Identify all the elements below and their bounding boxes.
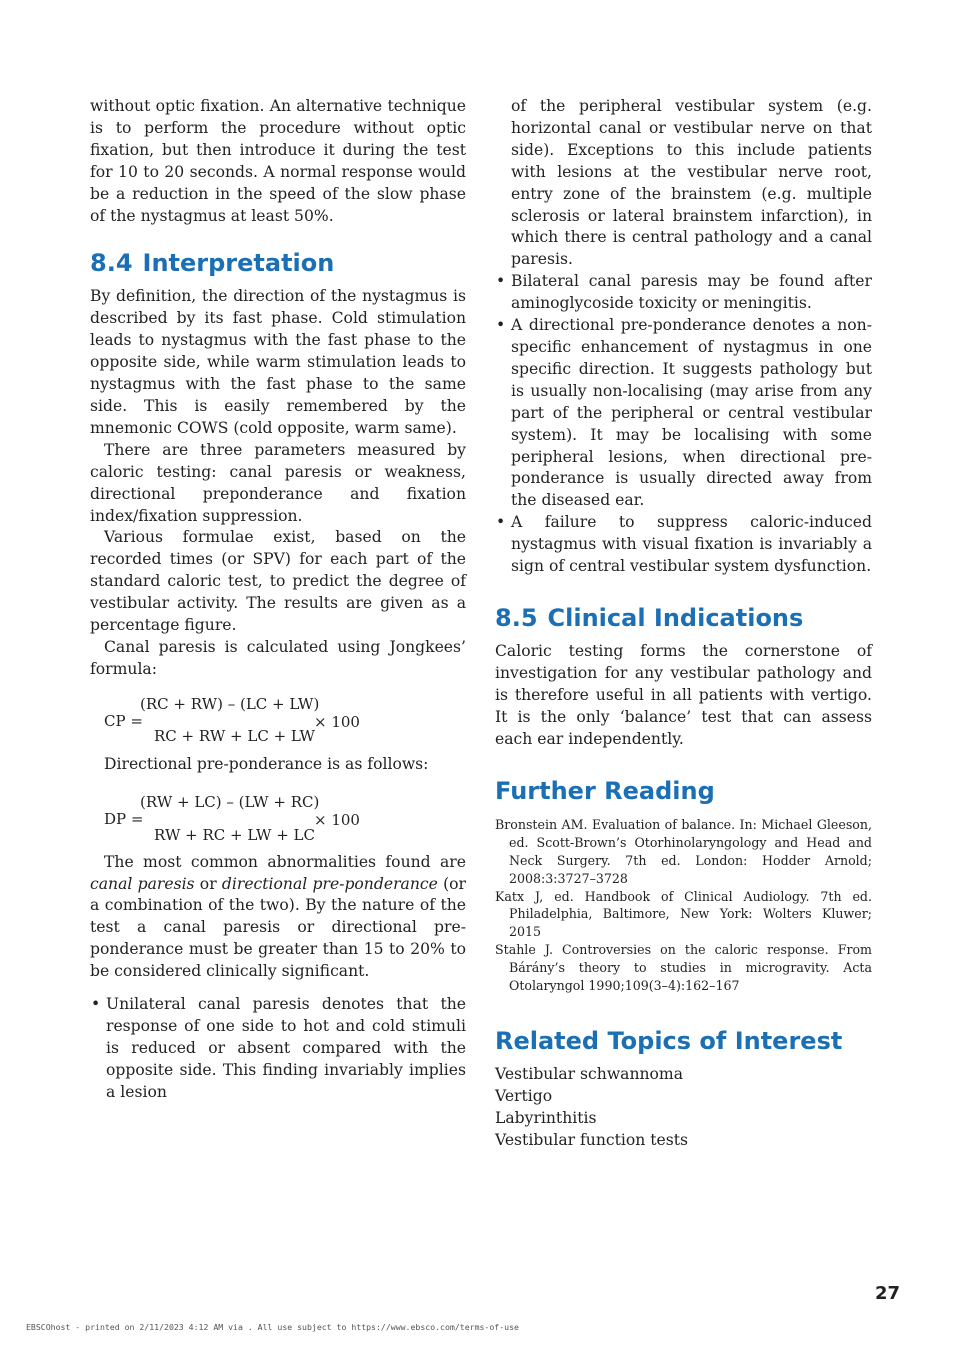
clinical-indications-paragraph: Caloric testing forms the cornerstone of investigation for any vestibular pathology and is therefore useful in all patients with vertigo. It is the only ‘balance’ test that can assess each ear independently. bbox=[495, 641, 872, 748]
findings-list-part-2 bbox=[495, 96, 872, 578]
list-item-continuation: of the peripheral vestibular system (e.g. horizontal canal or vestibular nerve on that side). Exceptions to this include patients with lesions at the vestibular nerve root, entry zone of the brainstem (e.g. multiple sclerosis or lateral brainstem infarction), in which there is central pathology and a canal paresis. bbox=[511, 97, 872, 269]
dp-formula-multiplier: × 100 bbox=[314, 810, 360, 829]
list-item: • Bilateral canal paresis may be found after aminoglycoside toxicity or meningitis. bbox=[495, 271, 872, 315]
right-column bbox=[495, 96, 872, 1152]
dp-intro-paragraph: Directional pre-ponderance is as follows: bbox=[104, 754, 429, 773]
cp-formula-numerator: (RC + RW) – (LC + LW) bbox=[140, 694, 320, 713]
dp-formula-denominator: RW + RC + LW + LC bbox=[154, 825, 315, 844]
references-list bbox=[495, 816, 872, 994]
list-item: • A directional pre-ponderance denotes a non-specific enhancement of nystagmus in one specific direction. It suggests pathology but is usually non-localising (may arise from any part of the peripheral or central vestibular system). It may be localising with some peripheral lesions, when directional pre-ponderance is usually directed away from the diseased ear. bbox=[495, 315, 872, 512]
cp-formula bbox=[90, 689, 466, 753]
cp-formula-denominator: RC + RW + LC + LW bbox=[154, 726, 315, 745]
related-topics-heading: Related Topics of Interest bbox=[495, 1027, 843, 1056]
interpretation-paragraph-1: By definition, the direction of the nystagmus is described by its fast phase. Cold stimulation leads to nystagmus with the fast phase to the opposite side, while warm stimulation leads to nystagmus with the fast phase to the same side. This is easily remembered by the mnemonic COWS (cold opposite, warm same). bbox=[90, 287, 466, 437]
reference-item: Bronstein AM. Evaluation of balance. In: Michael Gleeson, ed. Scott-Brown’s Otorhinolaryngology and Head and Neck Surgery. 7th ed. London: Hodder Arnold; 2008:3:3727–3728 bbox=[495, 817, 872, 886]
related-topic-item: Vestibular function tests bbox=[495, 1131, 689, 1150]
abnormalities-paragraph: The most common abnormalities found are canal paresis or directional pre-ponderance (or a combination of the two). By the nature of the test a canal paresis or directional pre-ponderance must be greater than 15 to 20% to be considered clinically significant. bbox=[90, 852, 466, 981]
dp-formula-label: DP = bbox=[104, 809, 144, 828]
list-item: • Unilateral canal paresis denotes that the response of one side to hot and cold stimuli is reduced or absent compared with the opposite side. This finding invariably implies a lesion bbox=[90, 994, 466, 1104]
related-topic-item: Labyrinthitis bbox=[495, 1109, 597, 1128]
list-item: • A failure to suppress caloric-induced nystagmus with visual fixation is invariably a sign of central vestibular system dysfunction. bbox=[495, 512, 872, 578]
cp-formula-label: CP = bbox=[104, 711, 143, 730]
footer-notice: EBSCOhost - printed on 2/11/2023 4:12 AM via . All use subject to https://www.ebsco.com/terms-of-use bbox=[26, 1322, 519, 1332]
dp-formula bbox=[90, 786, 466, 850]
emphasis-directional-preponderance: directional pre-ponderance bbox=[221, 874, 438, 893]
interpretation-paragraph-2: There are three parameters measured by caloric testing: canal paresis or weakness, directional preponderance and fixation index/fixation suppression. bbox=[90, 440, 466, 525]
section-heading-clinical-indications bbox=[495, 603, 872, 633]
reference-item: Stahle J. Controversies on the caloric response. From Bárány’s theory to studies in microgravity. Acta Otolaryngol 1990;109(3–4):162–167 bbox=[495, 942, 872, 993]
section-number: 8.5 bbox=[495, 603, 538, 632]
section-number: 8.4 bbox=[90, 249, 133, 278]
dp-formula-numerator: (RW + LC) – (LW + RC) bbox=[140, 792, 320, 811]
section-title: Clinical Indications bbox=[547, 603, 804, 632]
related-topic-item: Vestibular schwannoma bbox=[495, 1065, 684, 1084]
related-topic-item: Vertigo bbox=[495, 1087, 553, 1106]
interpretation-paragraph-4: Canal paresis is calculated using Jongkees’ formula: bbox=[90, 637, 466, 678]
related-topics-list bbox=[495, 1064, 872, 1152]
section-title: Interpretation bbox=[142, 249, 335, 278]
findings-list-part-1 bbox=[90, 994, 466, 1104]
section-heading-interpretation bbox=[90, 248, 466, 278]
reference-item: Katx J, ed. Handbook of Clinical Audiology. 7th ed. Philadelphia, Baltimore, New York: Wolters Kluwer; 2015 bbox=[495, 888, 872, 940]
cp-formula-multiplier: × 100 bbox=[314, 712, 360, 731]
left-column bbox=[90, 96, 466, 1104]
further-reading-heading: Further Reading bbox=[495, 777, 715, 806]
page-number: 27 bbox=[874, 1283, 900, 1304]
interpretation-paragraph-3: Various formulae exist, based on the recorded times (or SPV) for each part of the standard caloric test, to predict the degree of vestibular activity. The results are given as a percentage figure. bbox=[90, 528, 466, 635]
intro-paragraph: without optic fixation. An alternative technique is to perform the procedure without optic fixation, but then introduce it during the test for 10 to 20 seconds. A normal response would be a reduction in the speed of the slow phase of the nystagmus at least 50%. bbox=[90, 97, 466, 225]
emphasis-canal-paresis: canal paresis bbox=[90, 874, 195, 893]
